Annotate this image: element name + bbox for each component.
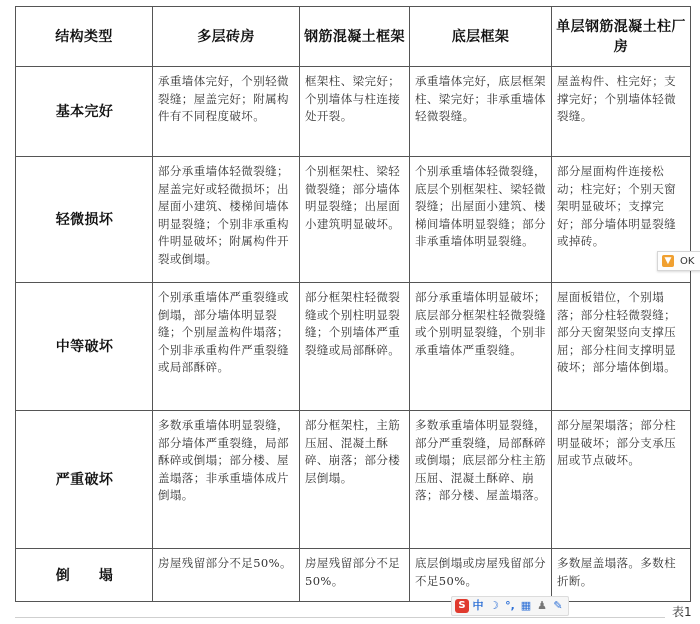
table-cell: 部分承重墙体明显破坏；底层部分框架柱轻微裂缝或个别明显裂缝，个别非承重墙体严重裂缝。 bbox=[410, 283, 552, 411]
table-cell: 个别承重墙体严重裂缝或倒塌，部分墙体明显裂缝；个别屋盖构件塌落；个别非承重构件严重裂缝或局部酥碎。 bbox=[153, 283, 300, 411]
damage-classification-table bbox=[15, 6, 691, 602]
chinese-mode-button[interactable]: 中 bbox=[472, 599, 484, 612]
table-cell: 承重墙体完好，个别轻微裂缝；屋盖完好；附属构件有不同程度破坏。 bbox=[153, 67, 300, 157]
ime-logo-icon[interactable]: S bbox=[455, 599, 469, 613]
table-row bbox=[16, 67, 691, 157]
ime-toolbar bbox=[451, 596, 569, 616]
side-popup-tab[interactable] bbox=[657, 251, 700, 271]
table-cell: 底层倒塌或房屋残留部分不足50%。 bbox=[410, 549, 552, 602]
header-rc-frame: 钢筋混凝土框架 bbox=[300, 7, 410, 67]
header-structure-type: 结构类型 bbox=[16, 7, 153, 67]
header-masonry: 多层砖房 bbox=[153, 7, 300, 67]
row-level-label: 倒 塌 bbox=[16, 549, 153, 602]
down-arrow-icon: ▼ bbox=[662, 255, 674, 267]
table-cell: 部分承重墙体轻微裂缝；屋盖完好或轻微损坏；出屋面小建筑、楼梯间墙体明显裂缝；个别非承重构件明显破坏；附属构件开裂或倒塌。 bbox=[153, 157, 300, 283]
table-row bbox=[16, 157, 691, 283]
user-icon[interactable]: ♟ bbox=[537, 599, 547, 612]
table-cell: 多数承重墙体明显裂缝，部分墙体严重裂缝，局部酥碎或倒塌；部分楼、屋盖塌落；非承重墙体成片倒塌。 bbox=[153, 411, 300, 549]
table-cell: 部分框架柱，主筋压屈、混凝土酥碎、崩落；部分楼层倒塌。 bbox=[300, 411, 410, 549]
row-level-label: 基本完好 bbox=[16, 67, 153, 157]
moon-icon[interactable]: ☽ bbox=[489, 599, 499, 612]
punctuation-icon[interactable]: °, bbox=[505, 599, 515, 612]
table-caption: 表1 bbox=[672, 605, 692, 619]
table-cell: 房屋残留部分不足50%。 bbox=[153, 549, 300, 602]
table-cell: 框架柱、梁完好；个别墙体与柱连接处开裂。 bbox=[300, 67, 410, 157]
header-single-storey-plant: 单层钢筋混凝土柱厂房 bbox=[552, 7, 691, 67]
keyboard-icon[interactable]: ▦ bbox=[520, 599, 532, 612]
header-bottom-frame: 底层框架 bbox=[410, 7, 552, 67]
table-cell: 部分屋面构件连接松动；柱完好；个别天窗架明显破坏；支撑完好；部分墙体明显裂缝或掉砖。 bbox=[552, 157, 691, 283]
table-cell: 多数屋盖塌落。多数柱折断。 bbox=[552, 549, 691, 602]
table-cell: 个别承重墙体轻微裂缝，底层个别框架柱、梁轻微裂缝；出屋面小建筑、楼梯间墙体明显裂缝；部分非承重墙体明显裂缝。 bbox=[410, 157, 552, 283]
table-row bbox=[16, 411, 691, 549]
table-cell: 个别框架柱、梁轻微裂缝；部分墙体明显裂缝；出屋面小建筑明显破坏。 bbox=[300, 157, 410, 283]
row-level-label: 严重破坏 bbox=[16, 411, 153, 549]
table-cell: 多数承重墙体明显裂缝，部分严重裂缝，局部酥碎或倒塌；底层部分柱主筋压屈、混凝土酥碎、崩落；部分楼、屋盖塌落。 bbox=[410, 411, 552, 549]
row-level-label: 中等破坏 bbox=[16, 283, 153, 411]
wrench-icon[interactable]: ✎ bbox=[553, 599, 563, 612]
table-cell: 房屋残留部分不足50%。 bbox=[300, 549, 410, 602]
page-bottom-divider bbox=[15, 617, 665, 618]
table-cell: 承重墙体完好，底层框架柱、梁完好；非承重墙体轻微裂缝。 bbox=[410, 67, 552, 157]
row-level-label: 轻微损坏 bbox=[16, 157, 153, 283]
table-cell: 部分框架柱轻微裂缝或个别柱明显裂缝；个别墙体严重裂缝或局部酥碎。 bbox=[300, 283, 410, 411]
table-row bbox=[16, 283, 691, 411]
table-cell: 屋盖构件、柱完好；支撑完好；个别墙体轻微裂缝。 bbox=[552, 67, 691, 157]
table-cell: 部分屋架塌落；部分柱明显破坏；部分支承压屈或节点破坏。 bbox=[552, 411, 691, 549]
table-header-row bbox=[16, 7, 691, 67]
table-cell: 屋面板错位，个别塌落；部分柱轻微裂缝；部分天窗架竖向支撑压屈；部分柱间支撑明显破坏；部分墙体倒塌。 bbox=[552, 283, 691, 411]
side-tab-label: OK bbox=[680, 255, 695, 267]
table-row bbox=[16, 549, 691, 602]
